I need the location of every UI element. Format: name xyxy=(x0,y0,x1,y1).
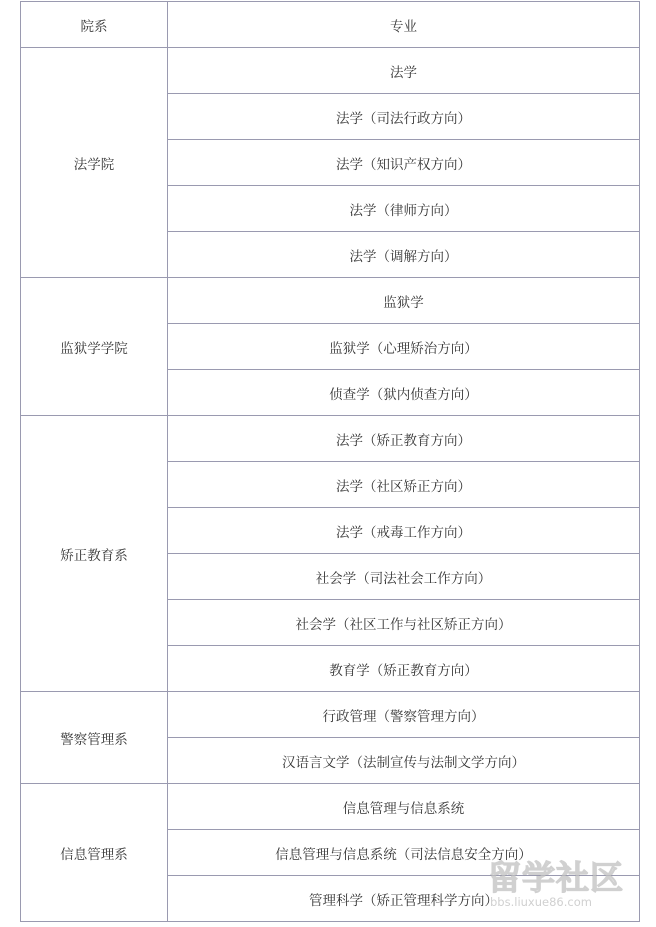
table-row xyxy=(21,784,640,830)
major-cell: 信息管理与信息系统 xyxy=(168,784,640,830)
college-cell: 法学院 xyxy=(21,48,168,278)
table-row xyxy=(21,278,640,324)
major-cell: 法学（律师方向） xyxy=(168,186,640,232)
major-cell: 法学（戒毒工作方向） xyxy=(168,508,640,554)
major-cell: 汉语言文学（法制宣传与法制文学方向） xyxy=(168,738,640,784)
table-row xyxy=(21,416,640,462)
major-cell: 侦查学（狱内侦查方向） xyxy=(168,370,640,416)
college-major-table xyxy=(20,1,640,922)
college-cell: 监狱学学院 xyxy=(21,278,168,416)
header-major: 专业 xyxy=(168,2,640,48)
major-cell: 信息管理与信息系统（司法信息安全方向） xyxy=(168,830,640,876)
college-cell: 矫正教育系 xyxy=(21,416,168,692)
major-cell: 法学（社区矫正方向） xyxy=(168,462,640,508)
header-row xyxy=(21,2,640,48)
major-cell: 法学（知识产权方向） xyxy=(168,140,640,186)
table-row xyxy=(21,48,640,94)
table-body xyxy=(21,48,640,922)
major-cell: 监狱学（心理矫治方向） xyxy=(168,324,640,370)
watermark-logo-text: 留学社区 xyxy=(488,858,624,897)
major-cell: 教育学（矫正教育方向） xyxy=(168,646,640,692)
table-row xyxy=(21,692,640,738)
major-cell: 法学 xyxy=(168,48,640,94)
header-college: 院系 xyxy=(21,2,168,48)
major-cell: 法学（调解方向） xyxy=(168,232,640,278)
major-cell: 管理科学（矫正管理科学方向） xyxy=(168,876,640,922)
major-cell: 社会学（社区工作与社区矫正方向） xyxy=(168,600,640,646)
college-cell: 警察管理系 xyxy=(21,692,168,784)
major-cell: 社会学（司法社会工作方向） xyxy=(168,554,640,600)
major-cell: 监狱学 xyxy=(168,278,640,324)
major-cell: 法学（矫正教育方向） xyxy=(168,416,640,462)
major-cell: 法学（司法行政方向） xyxy=(168,94,640,140)
major-cell: 行政管理（警察管理方向） xyxy=(168,692,640,738)
college-cell: 信息管理系 xyxy=(21,784,168,922)
watermark-url: bbs.liuxue86.com xyxy=(490,895,592,909)
